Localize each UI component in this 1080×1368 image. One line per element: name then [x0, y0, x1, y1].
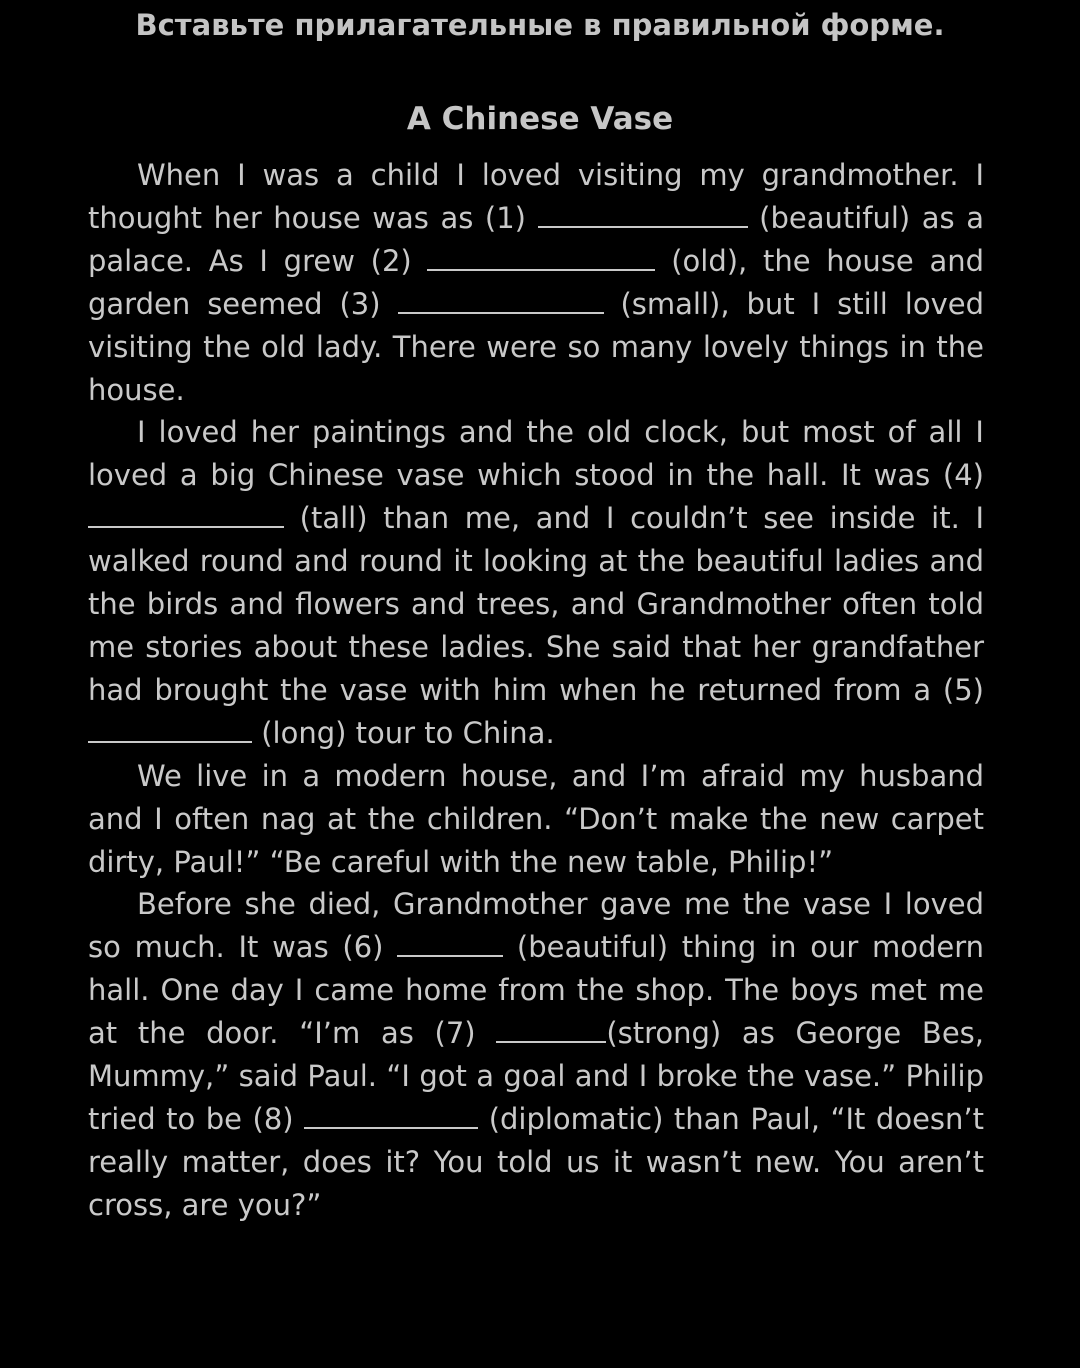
- text-segment: Before she died, Grandmother gave me the vase I loved so much. It was (6): [88, 887, 984, 965]
- paragraph-2: [88, 411, 984, 754]
- text-segment: We live in a modern house, and I’m afraid my husband and I often nag at the children. “Don’t make the new carpet dirty, Paul!” “Be careful with the new table, Philip!”: [88, 758, 984, 879]
- story-title: A Chinese Vase: [406, 101, 674, 137]
- blank-8[interactable]: [304, 1103, 478, 1129]
- text-segment: (strong) as George Bes, Mummy,” said Paul. “I got a goal and I broke the vase.” Philip tried to be (8): [88, 1016, 984, 1136]
- paragraph-4: [88, 883, 984, 1226]
- text-segment: (beautiful) as a palace. As I grew (2): [88, 200, 984, 278]
- blank-1[interactable]: [538, 202, 748, 228]
- blank-2[interactable]: [427, 245, 655, 271]
- paragraph-3: [88, 755, 984, 884]
- text-segment: (small), but I still loved visiting the old lady. There were so many lovely things in the house.: [88, 286, 984, 407]
- blank-6[interactable]: [397, 931, 503, 957]
- text-segment: I loved her paintings and the old clock, but most of all I loved a big Chinese vase which stood in the hall. It was (4): [88, 415, 984, 493]
- blank-3[interactable]: [398, 288, 604, 314]
- paragraph-1: [88, 154, 984, 411]
- text-segment: (tall) than me, and I couldn’t see inside it. I walked round and round it looking at the beautiful ladies and the birds and flowers and trees, and Grandmother often told me stories about these ladies. She said that her grandfather had brought the vase with him when he returned from a (5): [88, 501, 984, 707]
- text-segment: (diplomatic) than Paul, “It doesn’t really matter, does it? You told us it wasn’t new. You aren’t cross, are you?”: [88, 1101, 985, 1222]
- blank-7[interactable]: [496, 1017, 606, 1043]
- blank-4[interactable]: [88, 502, 284, 528]
- exercise-instruction: Вставьте прилагательные в правильной форме.: [135, 8, 945, 42]
- text-segment: (old), the house and garden seemed (3): [88, 243, 985, 321]
- story-text: [88, 154, 984, 1227]
- blank-5[interactable]: [88, 717, 252, 743]
- text-segment: (beautiful) thing in our modern hall. One day I came home from the shop. The boys met me at the door. “I’m as (7): [88, 930, 984, 1051]
- text-segment: When I was a child I loved visiting my grandmother. I thought her house was as (1): [88, 158, 984, 235]
- text-segment: (long) tour to China.: [261, 715, 555, 750]
